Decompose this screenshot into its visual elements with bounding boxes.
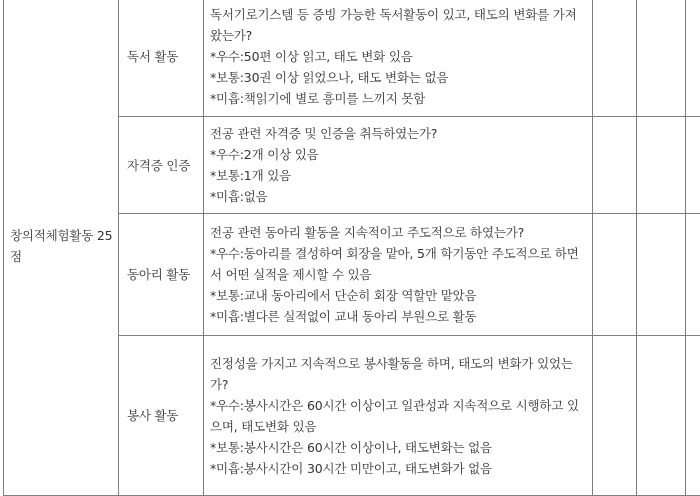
criteria-question: 독서기로기스템 등 증빙 가능한 독서활동이 있고, 태도의 변화를 가져왔는가? [210,4,582,46]
activity-name: 동아리 활동 [127,264,199,285]
criteria-poor: *미흡:없음 [210,186,582,207]
criteria-excellent: *우수:동아리를 결성하여 회장을 맡아, 5개 학기동안 주도적으로 하면서 어떤 실적을 제시할 수 있음 [210,243,582,285]
score-cell-average[interactable] [637,336,686,496]
criteria-average: *보통:1개 있음 [210,165,582,186]
score-cell-excellent[interactable] [593,117,637,214]
score-cell-excellent[interactable] [593,336,637,496]
score-cell-average[interactable] [637,0,686,117]
score-cell-poor[interactable] [686,0,700,117]
criteria-question: 진정성을 가지고 지속적으로 봉사활동을 하며, 태도의 변화가 있었는가? [210,353,582,395]
category-label: 창의적체험활동 25점 [10,228,112,264]
activity-name: 봉사 활동 [127,405,199,426]
activity-name-cell [119,0,204,117]
criteria-excellent: *우수:2개 이상 있음 [210,144,582,165]
criteria-excellent: *우수:50편 이상 읽고, 태도 변화 있음 [210,46,582,67]
criteria-excellent: *우수:봉사시간은 60시간 이상이고 일관성과 지속적으로 시행하고 있으며, 태도변화 있음 [210,395,582,437]
criteria-cell [204,117,593,214]
criteria-poor: *미흡:봉사시간이 30시간 미만이고, 태도변화가 없음 [210,458,582,479]
activity-name-cell [119,214,204,336]
score-cell-poor[interactable] [686,214,700,336]
criteria-cell [204,214,593,336]
criteria-question: 전공 관련 자격증 및 인증을 취득하였는가? [210,123,582,144]
score-cell-excellent[interactable] [593,0,637,117]
criteria-average: *보통:봉사시간은 60시간 이상이나, 태도변화는 없음 [210,437,582,458]
criteria-average: *보통:30권 이상 읽었으나, 태도 변화는 없음 [210,67,582,88]
table-row [4,0,700,117]
score-cell-average[interactable] [637,214,686,336]
score-cell-poor[interactable] [686,336,700,496]
criteria-average: *보통:교내 동아리에서 단순히 회장 역할만 맡았음 [210,285,582,306]
score-cell-average[interactable] [637,117,686,214]
criteria-poor: *미흡:별다른 실적없이 교내 동아리 부원으로 활동 [210,306,582,327]
criteria-question: 전공 관련 동아리 활동을 지속적이고 주도적으로 하였는가? [210,222,582,243]
score-cell-poor[interactable] [686,117,700,214]
criteria-poor: *미흡:책읽기에 별로 흥미를 느끼지 못함 [210,88,582,109]
activity-name: 자격증 인증 [127,155,199,176]
criteria-cell [204,336,593,496]
score-cell-excellent[interactable] [593,214,637,336]
category-cell [4,0,119,496]
activity-name: 독서 활동 [127,46,199,67]
criteria-cell [204,0,593,117]
evaluation-rubric-table [3,0,700,496]
activity-name-cell [119,117,204,214]
activity-name-cell [119,336,204,496]
